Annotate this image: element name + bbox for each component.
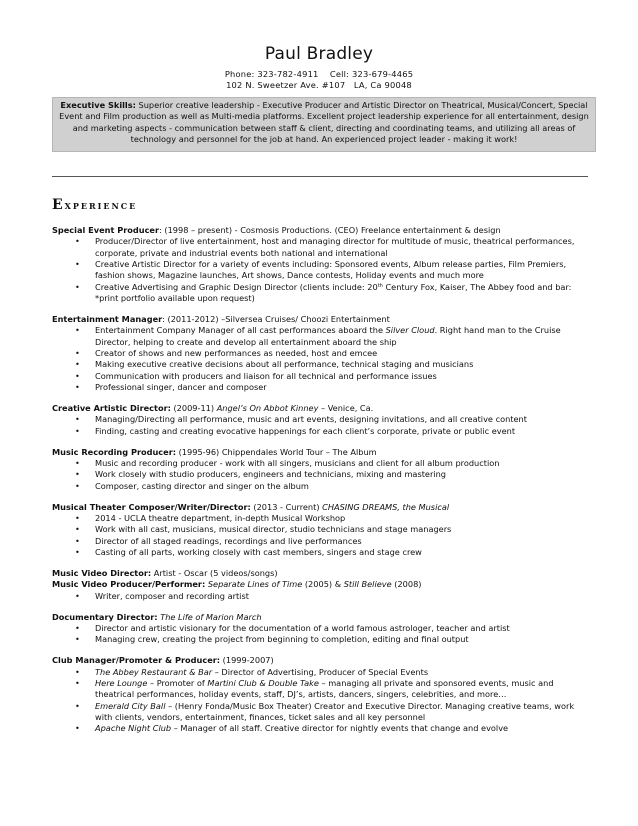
skills-text: Superior creative leadership - Executive Producer and Artistic Director on Theatrical, Musical/Concert, Special Event and Film production as well as Multi-media platforms. Excellent project leadership experience for all entertainment, design and marketing aspects - communication between staff & client, directing and coordinating teams, and utilizing all areas of technology and personnel for the job at hand. An experienced project leader - making it work!: [59, 100, 589, 145]
experience-list: [52, 225, 592, 744]
list-item: • The Abbey Restaurant & Bar – Director of Advertising, Producer of Special Events: [95, 667, 592, 678]
list-item: • Director of all staged readings, recordings and live performances: [95, 536, 592, 547]
job-dates: Artist - Oscar (5 videos/songs): [151, 567, 278, 578]
section-divider: [52, 176, 588, 177]
job-entry: [52, 314, 592, 393]
job-title: Club Manager/Promoter & Producer:: [52, 655, 221, 666]
job-bullets: [52, 667, 592, 735]
list-item: • Entertainment Company Manager of all cast performances aboard the Silver Cloud. Right hand man to the Cruise Director, helping to create and develop all entertainment aboard the ship: [95, 325, 592, 348]
applicant-name: Paul Bradley: [264, 44, 374, 64]
list-item: • Apache Night Club – Manager of all staff. Creative director for nightly events that change and evolve: [95, 723, 592, 734]
job-title: Creative Artistic Director:: [52, 403, 171, 413]
job-entry: [52, 225, 592, 304]
list-item: • Casting of all parts, working closely with cast members, singers and stage crew: [95, 547, 592, 558]
job-title: Music Video Producer/Performer:: [52, 579, 206, 590]
job-title: Entertainment Manager: [52, 314, 163, 324]
job-dates: : (2011-2012) –Silversea Cruises/ Choozi Entertainment: [162, 314, 390, 324]
list-item: • Composer, casting director and singer on the album: [95, 481, 592, 492]
job-bullets: [52, 513, 592, 558]
list-item: • Work closely with studio producers, engineers and technicians, mixing and mastering: [95, 469, 592, 480]
job-bullets: [52, 325, 592, 393]
list-item: • 2014 - UCLA theatre department, in-depth Musical Workshop: [95, 513, 592, 524]
job-title: Music Recording Producer:: [52, 446, 177, 457]
job-entry: [52, 612, 592, 646]
job-title: Special Event Producer: [52, 225, 160, 235]
job-dates: Separate Lines of Time (2005) & Still Believe (2008): [207, 579, 422, 590]
list-item: • Writer, composer and recording artist: [95, 591, 592, 602]
job-bullets: [52, 458, 592, 492]
list-item: • Work with all cast, musicians, musical director, studio technicians and stage managers: [95, 524, 592, 535]
list-item: • Managing/Directing all performance, music and art events, designing invitations, and all creative content: [95, 414, 592, 425]
list-item: • Here Lounge – Promoter of Martini Club & Double Take – managing all private and sponsored events, music and theatrical performances, holiday events, staff, DJ’s, artists, dancers, singers, celebrities, and more…: [95, 678, 592, 701]
list-item: • Communication with producers and liaison for all technical and performance issues: [95, 371, 592, 382]
job-title: Documentary Director:: [52, 611, 158, 622]
executive-skills-box: [52, 97, 596, 152]
experience-heading: [52, 197, 137, 213]
job-title: Music Video Director:: [52, 567, 152, 578]
job-entry: [52, 655, 592, 734]
list-item: • Creative Artistic Director for a variety of events including: Sponsored events, Album release parties, Film Premiers, fashion shows, Magazine launches, Art shows, Dance contests, Holiday events and much more: [95, 259, 592, 282]
experience-heading-rest: xperience: [64, 199, 138, 212]
list-item: • Managing crew, creating the project from beginning to completion, editing and final output: [95, 634, 592, 645]
experience-heading-initial: E: [52, 197, 65, 213]
job-entry: [52, 447, 592, 492]
job-entry: [52, 403, 592, 437]
list-item: • Music and recording producer - work with all singers, musicians and client for all album production: [95, 458, 592, 469]
job-dates: (1999-2007): [220, 655, 274, 666]
job-bullets: [52, 591, 592, 602]
list-item: • Finding, casting and creating evocative happenings for each client’s corporate, private or public event: [95, 426, 592, 437]
job-entry: [52, 568, 592, 602]
list-item: • Producer/Director of live entertainment, host and managing director for multitude of music, theatrical performances, corporate, private and industrial events both national and international: [95, 236, 592, 259]
job-entry: [52, 502, 592, 559]
job-dates: (2009-11) Angel’s On Abbot Kinney – Venice, Ca.: [170, 403, 374, 413]
job-bullets: [52, 623, 592, 646]
contact-address: 102 N. Sweetzer Ave. #107 LA, Ca 90048: [226, 80, 412, 90]
list-item: • Creative Advertising and Graphic Design Director (clients include: 20th Century Fox, Kaiser, The Abbey food and bar: *print portfolio available upon request): [95, 282, 592, 305]
contact-phone: Phone: 323-782-4911 Cell: 323-679-4465: [224, 69, 414, 79]
list-item: • Creator of shows and new performances as needed, host and emcee: [95, 348, 592, 359]
job-title: Musical Theater Composer/Writer/Director:: [52, 501, 251, 512]
job-dates: (2013 - Current) CHASING DREAMS, the Musical: [250, 501, 450, 512]
job-dates: (1995-96) Chippendales World Tour – The Album: [176, 446, 377, 457]
job-bullets: [52, 414, 592, 437]
list-item: • Professional singer, dancer and composer: [95, 382, 592, 393]
job-dates: : (1998 – present) - Cosmosis Productions. (CEO) Freelance entertainment & design: [159, 225, 501, 235]
job-bullets: [52, 236, 592, 304]
list-item: • Making executive creative decisions about all performance, technical staging and musicians: [95, 359, 592, 370]
list-item: • Emerald City Ball – (Henry Fonda/Music Box Theater) Creator and Executive Director. Managing creative teams, work with clients, vendors, entertainment, finances, ticket sales and all key personnel: [95, 701, 592, 724]
job-dates: The Life of Marion March: [160, 611, 262, 622]
list-item: • Director and artistic visionary for the documentation of a world famous astrologer, teacher and artist: [95, 623, 592, 634]
skills-label: Executive Skills:: [60, 100, 136, 110]
